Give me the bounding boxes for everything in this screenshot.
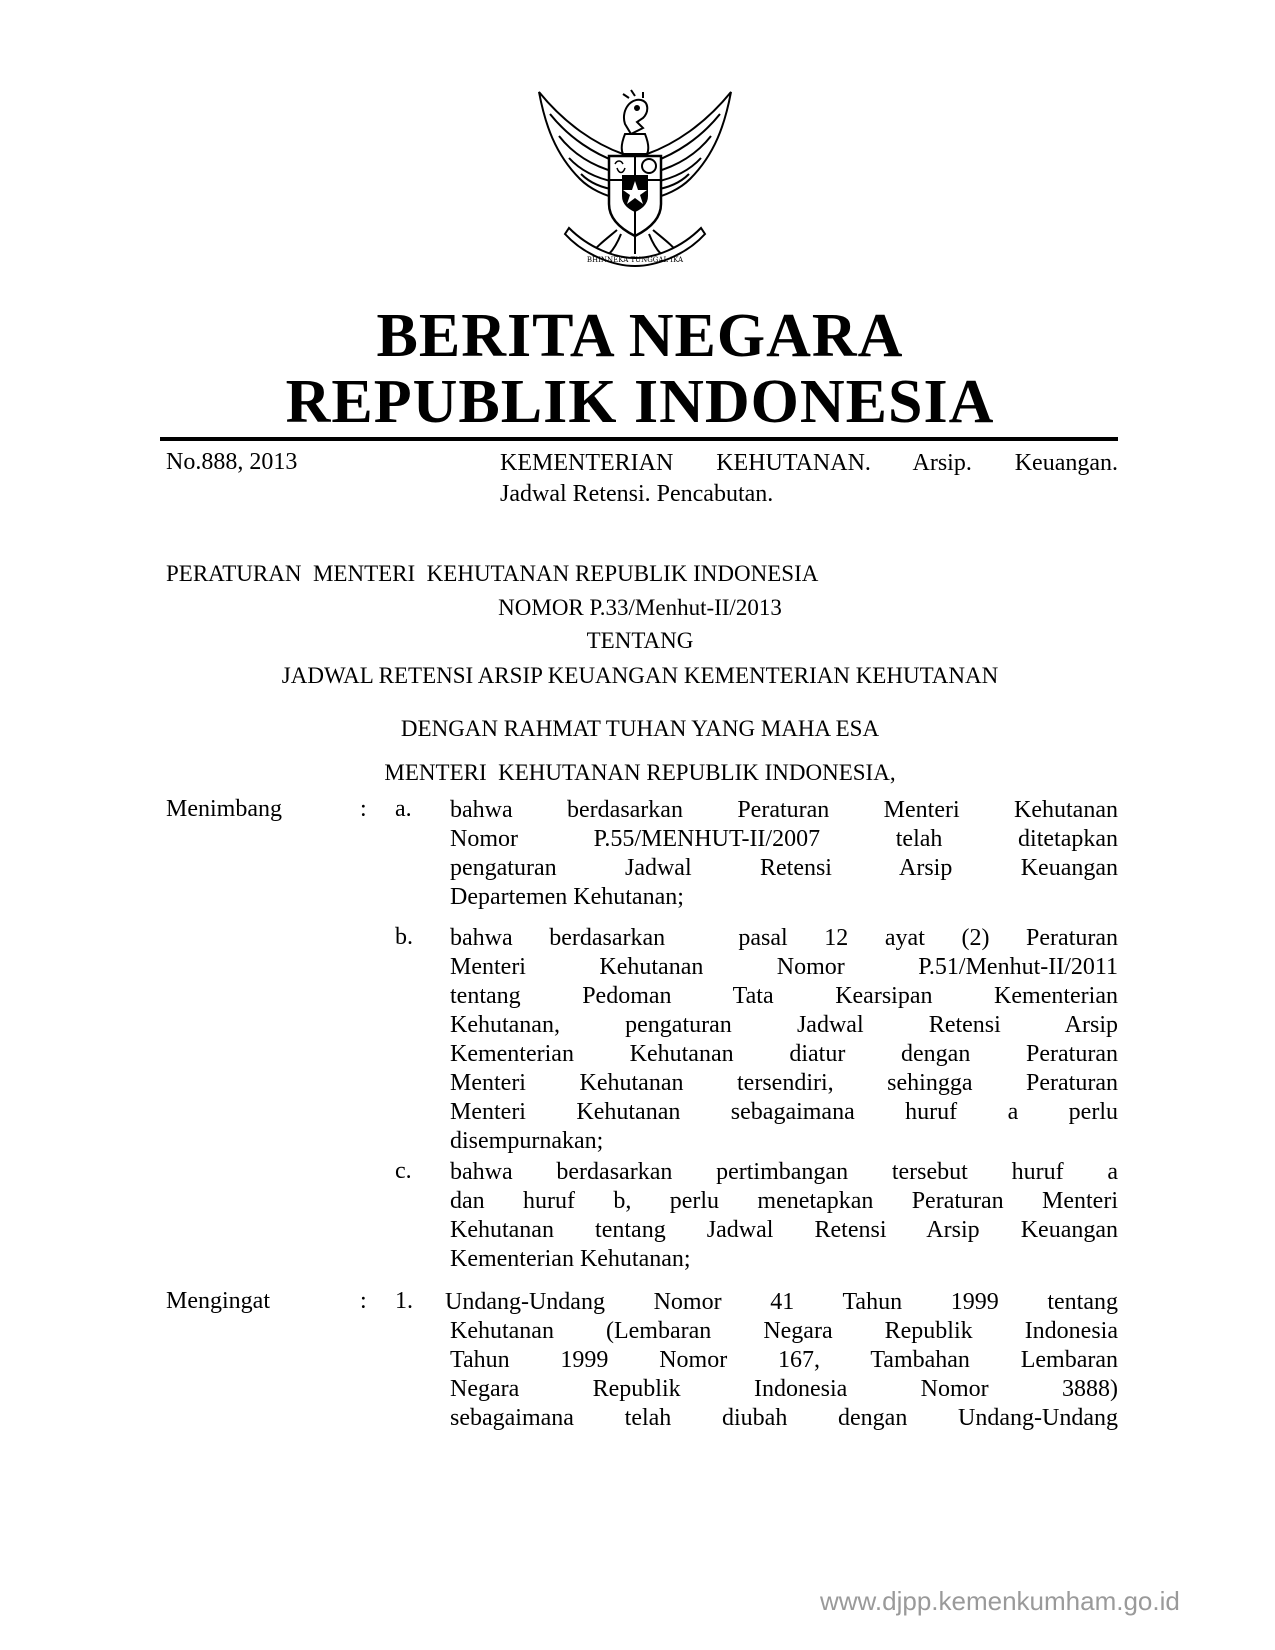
menimbang-item-a [450,796,1118,912]
menimbang-item-b [450,924,1118,1156]
paragraph-line: Kehutanan (Lembaran Negara Republik Indonesia [450,1318,1118,1344]
menimbang-item-c [450,1158,1118,1274]
regulation-title: PERATURAN MENTERI KEHUTANAN REPUBLIK INDONESIA [166,561,819,586]
paragraph-line: Negara Republik Indonesia Nomor 3888) [450,1376,1118,1402]
paragraph-line: pengaturan Jadwal Retensi Arsip Keuangan [450,855,1118,881]
item-marker: 1. [395,1288,413,1314]
masthead-divider [160,437,1118,441]
item-marker: b. [395,924,413,950]
paragraph-line: Departemen Kehutanan; [450,884,684,910]
paragraph-line: Menteri Kehutanan sebagaimana huruf a perlu [450,1099,1118,1125]
mengingat-item-1 [445,1288,1118,1433]
masthead-title: BERITA NEGARA [376,302,904,370]
gazette-number: No.888, 2013 [166,449,298,475]
invocation: DENGAN RAHMAT TUHAN YANG MAHA ESA [400,716,880,741]
paragraph-line: bahwa berdasarkan pasal 12 ayat (2) Peraturan [450,925,1118,951]
paragraph-line: Kementerian Kehutanan diatur dengan Peraturan [450,1041,1118,1067]
minister-heading: MENTERI KEHUTANAN REPUBLIK INDONESIA, [384,760,896,785]
gazette-subject-line: Jadwal Retensi. Pencabutan. [500,481,774,507]
paragraph-line: Menteri Kehutanan Nomor P.51/Menhut-II/2011 [450,954,1118,980]
item-marker: a. [395,796,412,822]
regulation-tentang: TENTANG [586,628,694,653]
emblem-motto: BHINNEKA TUNGGAL IKA [586,256,684,264]
paragraph-line: Nomor P.55/MENHUT-II/2007 telah ditetapkan [450,826,1118,852]
mengingat-label: Mengingat [166,1288,270,1314]
paragraph-line: bahwa berdasarkan Peraturan Menteri Kehutanan [450,797,1118,823]
menimbang-colon: : [360,796,367,822]
masthead-subtitle: REPUBLIK INDONESIA [285,368,995,436]
paragraph-line: Kementerian Kehutanan; [450,1246,691,1272]
regulation-subject: JADWAL RETENSI ARSIP KEUANGAN KEMENTERIAN KEHUTANAN [281,663,999,688]
regulation-number: NOMOR P.33/Menhut-II/2013 [498,595,782,620]
paragraph-line: disempurnakan; [450,1128,604,1154]
footer-url: www.djpp.kemenkumham.go.id [820,1586,1180,1616]
mengingat-colon: : [360,1288,367,1314]
garuda-emblem-icon [525,84,745,272]
paragraph-line: bahwa berdasarkan pertimbangan tersebut huruf a [450,1159,1118,1185]
menimbang-label: Menimbang [166,796,282,822]
paragraph-line: sebagaimana telah diubah dengan Undang-Undang [450,1405,1118,1431]
paragraph-line: Kehutanan, pengaturan Jadwal Retensi Arsip [450,1012,1118,1038]
paragraph-line: Kehutanan tentang Jadwal Retensi Arsip Keuangan [450,1217,1118,1243]
paragraph-line: tentang Pedoman Tata Kearsipan Kementerian [450,983,1118,1009]
paragraph-line: dan huruf b, perlu menetapkan Peraturan Menteri [450,1188,1118,1214]
gazette-subject-line: KEMENTERIAN KEHUTANAN. Arsip. Keuangan. [500,450,1118,476]
paragraph-line: Tahun 1999 Nomor 167, Tambahan Lembaran [450,1347,1118,1373]
paragraph-line: Undang-Undang Nomor 41 Tahun 1999 tentang [445,1289,1118,1315]
gazette-subject [500,448,1118,510]
paragraph-line: Menteri Kehutanan tersendiri, sehingga Peraturan [450,1070,1118,1096]
item-marker: c. [395,1158,412,1184]
